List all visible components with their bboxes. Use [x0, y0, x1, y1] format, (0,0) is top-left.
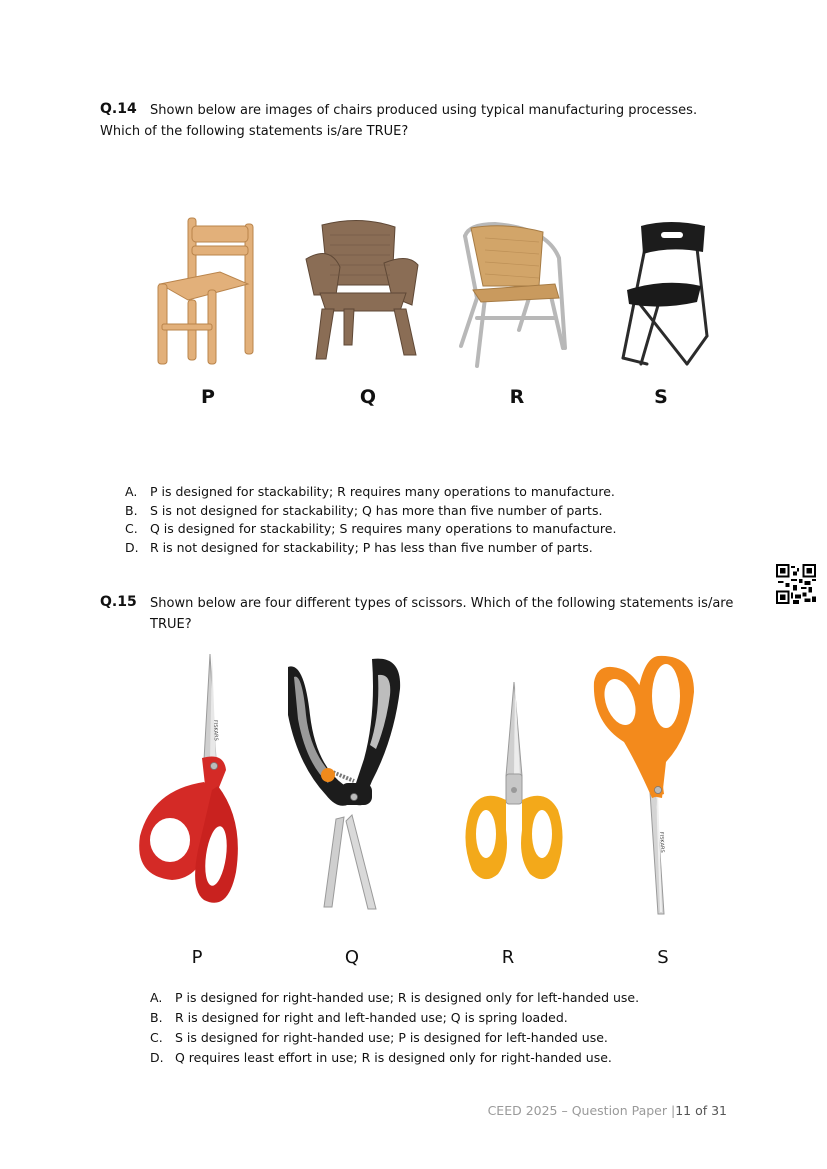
option-letter: C.: [150, 1030, 163, 1045]
scissors-label-s: S: [657, 947, 669, 968]
q14-options: [125, 483, 616, 557]
option-letter: D.: [125, 539, 139, 555]
q14-option-c[interactable]: [125, 520, 616, 539]
scissors-label-r: R: [501, 947, 515, 968]
chair-q-image: [300, 215, 425, 365]
q15-question-text: Shown below are four different types of scissors. Which of the following statements is/are TRUE?: [150, 596, 734, 632]
q14-option-b[interactable]: [125, 502, 616, 521]
option-text: P is designed for stackability; R requires many operations to manufacture.: [150, 484, 615, 499]
scissors-r-image: [462, 680, 567, 885]
q14-option-d[interactable]: [125, 539, 616, 558]
scissors-s-image: [590, 652, 700, 917]
option-letter: D.: [150, 1050, 164, 1065]
q15-number: Q.15: [100, 594, 137, 610]
scissors-label-q: Q: [344, 947, 360, 968]
q15-option-a[interactable]: [150, 988, 639, 1008]
option-text: P is designed for right-handed use; R is designed only for left-handed use.: [175, 990, 640, 1005]
chair-label-q: Q: [359, 386, 377, 408]
scissors-p-brand: FISKARS: [212, 719, 219, 741]
chair-r-image: [455, 218, 580, 370]
chair-label-p: P: [201, 386, 215, 408]
footer-text: CEED 2025 – Question Paper |: [487, 1103, 676, 1118]
option-text: Q requires least effort in use; R is designed only for right-handed use.: [175, 1050, 612, 1065]
option-text: R is designed for right and left-handed use; Q is spring loaded.: [175, 1010, 568, 1025]
option-letter: B.: [150, 1010, 163, 1025]
q15-options: [150, 988, 639, 1068]
option-letter: A.: [125, 484, 138, 499]
q15-option-b[interactable]: [150, 1008, 639, 1028]
scissors-p-image: [132, 650, 247, 915]
q14-question-text: Shown below are images of chairs produced using typical manufacturing processes. Which of the following statements is/are TRUE?: [100, 103, 698, 139]
scissors-q-image: [280, 655, 408, 915]
chair-s-image: [615, 218, 715, 372]
scissors-s-brand: FISKARS: [658, 831, 666, 853]
option-text: R is not designed for stackability; P has less than five number of parts.: [150, 539, 593, 555]
chair-p-image: [150, 212, 265, 372]
option-text: S is not designed for stackability; Q has more than five number of parts.: [150, 502, 603, 518]
q14-option-a[interactable]: [125, 483, 616, 502]
page-number: 11 of 31: [675, 1103, 727, 1118]
option-text: Q is designed for stackability; S requires many operations to manufacture.: [150, 521, 617, 536]
qr-code-icon: [776, 564, 816, 604]
option-letter: C.: [125, 521, 138, 536]
scissors-label-p: P: [191, 947, 203, 968]
option-text: S is designed for right-handed use; P is designed for left-handed use.: [175, 1030, 608, 1045]
q14-number: Q.14: [100, 101, 137, 117]
page-footer: [488, 1103, 727, 1118]
chair-label-r: R: [509, 386, 525, 408]
q15-option-c[interactable]: [150, 1028, 639, 1048]
q15-option-d[interactable]: [150, 1048, 639, 1068]
chair-label-s: S: [654, 386, 668, 408]
option-letter: A.: [150, 990, 163, 1005]
option-letter: B.: [125, 502, 138, 518]
